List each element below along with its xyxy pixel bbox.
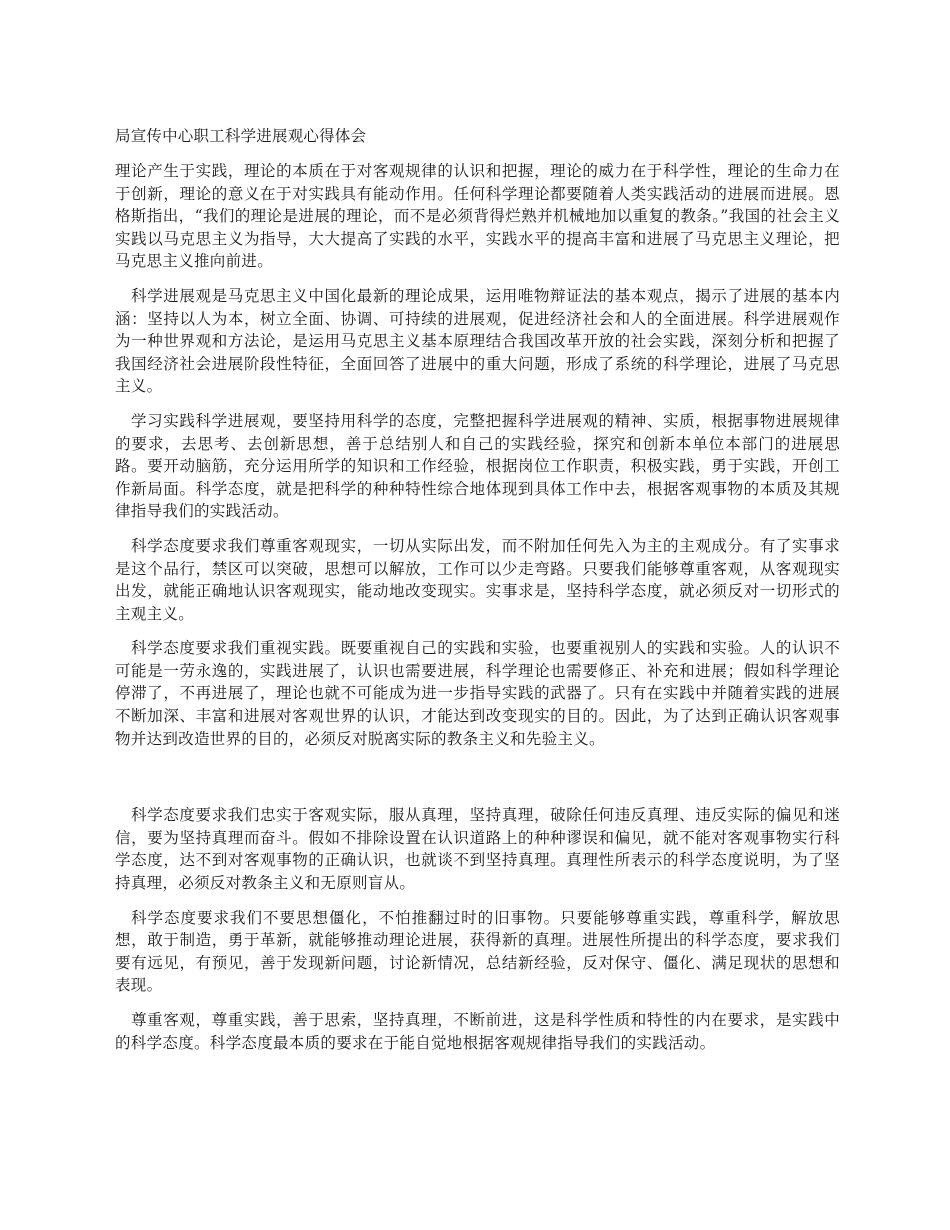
paragraph-2: 科学进展观是马克思主义中国化最新的理论成果，运用唯物辩证法的基本观点，揭示了进展的基本内涵：坚持以人为本，树立全面、协调、可持续的进展观，促进经济社会和人的全面进展。科学进展观作为一种世界观和方法论，是运用马克思主义基本原理结合我国改革开放的社会实践，深刻分析和把握了我国经济社会进展阶段性特征，全面回答了进展中的重大问题，形成了系统的科学理论，进展了马克思主义。: [115, 286, 840, 396]
paragraph-6: 科学态度要求我们忠实于客观实际，服从真理，坚持真理，破除任何违反真理、违反实际的偏见和迷信，要为坚持真理而奋斗。假如不排除设置在认识道路上的种种谬误和偏见，就不能对客观事物实行科学态度，达不到对客观事物的正确认识，也就谈不到坚持真理。真理性所表示的科学态度说明，为了坚持真理，必须反对教条主义和无原则盲从。: [115, 806, 840, 893]
paragraph-1: 理论产生于实践，理论的本质在于对客观规律的认识和把握，理论的威力在于科学性，理论的生命力在于创新，理论的意义在于对实践具有能动作用。任何科学理论都要随着人类实践活动的进展而进展。恩格斯指出，“我们的理论是进展的理论，而不是必须背得烂熟并机械地加以重复的教条。”我国的社会主义实践以马克思主义为指导，大大提高了实践的水平，实践水平的提高丰富和进展了马克思主义理论，把马克思主义推向前进。: [115, 162, 840, 271]
paragraph-8: 尊重客观，尊重实践，善于思索，坚持真理，不断前进，这是科学性质和特性的内在要求，是实践中的科学态度。科学态度最本质的要求在于能自觉地根据客观规律指导我们的实践活动。: [115, 1011, 840, 1052]
paragraph-5: 科学态度要求我们重视实践。既要重视自己的实践和实验，也要重视别人的实践和实验。人的认识不可能是一劳永逸的，实践进展了，认识也需要进展，科学理论也需要修正、补充和进展；假如科学理论停滞了，不再进展了，理论也就不可能成为进一步指导实践的武器了。只有在实践中并随着实践的进展不断加深、丰富和进展对客观世界的认识，才能达到改变现实的目的。因此，为了达到正确认识客观事物并达到改造世界的目的，必须反对脱离实际的教条主义和先验主义。: [115, 639, 840, 748]
paragraph-4: 科学态度要求我们尊重客观现实，一切从实际出发，而不附加任何先入为主的主观成分。有了实事求是这个品行，禁区可以突破，思想可以解放，工作可以少走弯路。只要我们能够尊重客观，从客观现实出发，就能正确地认识客观现实，能动地改变现实。实事求是，坚持科学态度，就必须反对一切形式的主观主义。: [115, 536, 840, 623]
paragraph-3: 学习实践科学进展观，要坚持用科学的态度，完整把握科学进展观的精神、实质，根据事物进展规律的要求，去思考、去创新思想，善于总结别人和自己的实践经验，探究和创新本单位本部门的进展思路。要开动脑筋，充分运用所学的知识和工作经验，根据岗位工作职责，积极实践，勇于实践，开创工作新局面。科学态度，就是把科学的种种特性综合地体现到具体工作中去，根据客观事物的本质及其规律指导我们的实践活动。: [115, 411, 840, 521]
document-page: [115, 126, 840, 1066]
paragraph-7: 科学态度要求我们不要思想僵化，不怕推翻过时的旧事物。只要能够尊重实践，尊重科学，解放思想，敢于制造，勇于革新，就能够推动理论进展，获得新的真理。进展性所提出的科学态度，要求我们要有远见，有预见，善于发现新问题，讨论新情况，总结新经验，反对保守、僵化、满足现状的思想和表现。: [115, 908, 840, 995]
document-title: 局宣传中心职工科学进展观心得体会: [115, 127, 367, 145]
